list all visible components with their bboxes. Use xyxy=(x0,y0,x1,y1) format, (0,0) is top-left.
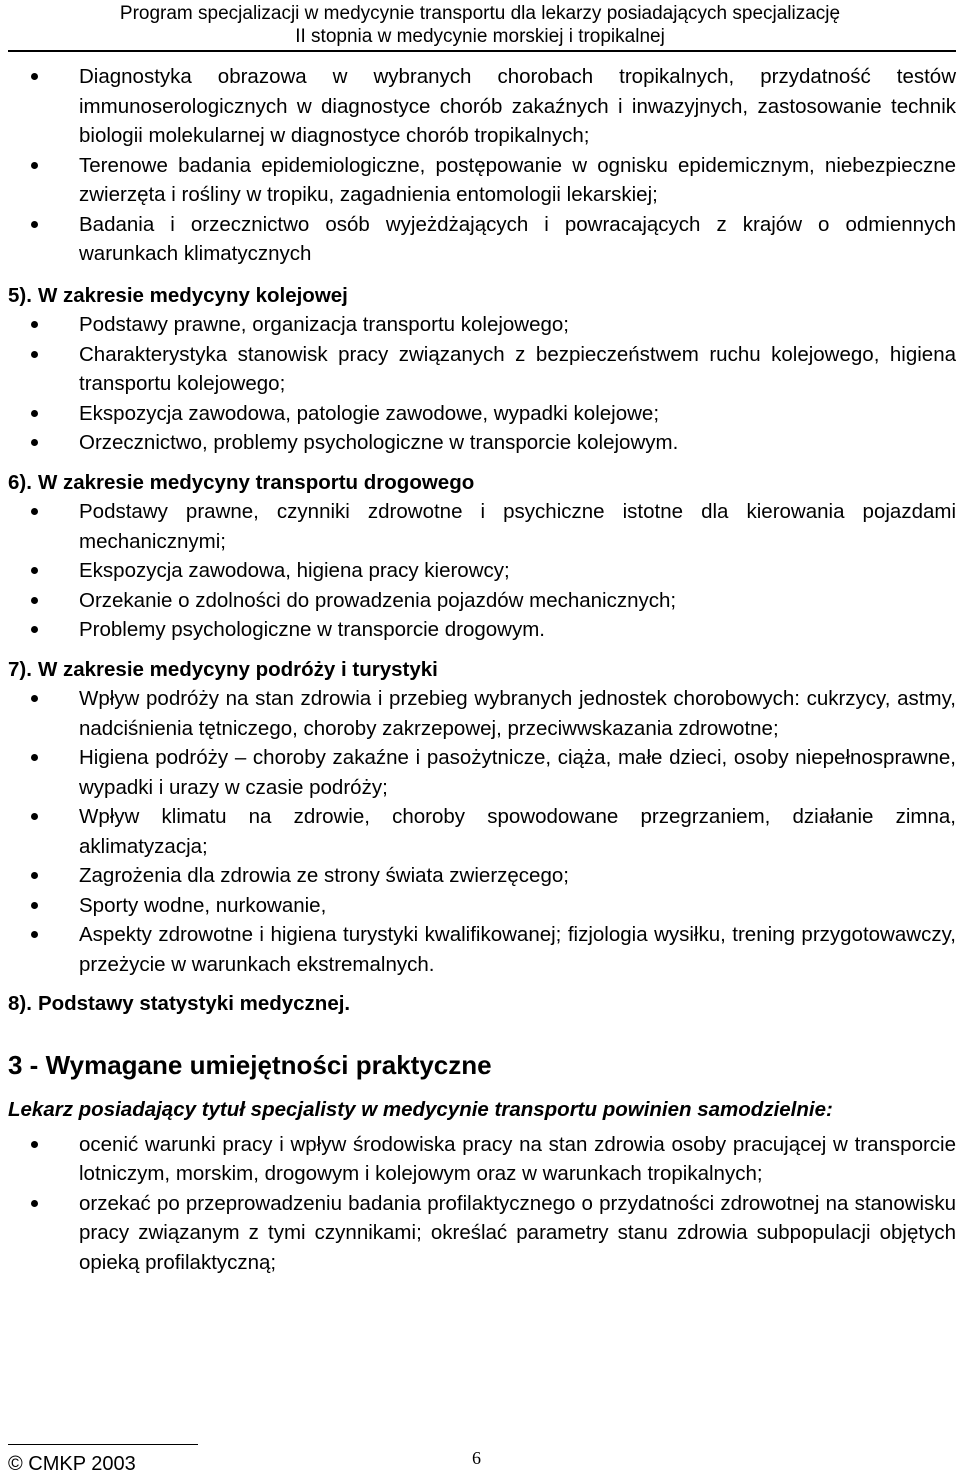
header-line-2: II stopnia w medycynie morskiej i tropikalnej xyxy=(295,26,665,47)
chapter-heading: 3 - Wymagane umiejętności praktyczne xyxy=(8,1049,492,1080)
list-item: ocenić warunki pracy i wpływ środowiska pracy na stan zdrowia osoby pracującej w transporcie lotniczym, morskim, drogowym i kolejowym oraz w warunkach tropikalnych; xyxy=(8,1130,956,1189)
list-item: Wpływ klimatu na zdrowie, choroby spowodowane przegrzaniem, działanie zimna, aklimatyzacja; xyxy=(8,802,956,861)
document-body xyxy=(8,62,956,1277)
list-item: Podstawy prawne, organizacja transportu kolejowego; xyxy=(8,310,956,340)
section-title: W zakresie medycyny transportu drogowego xyxy=(37,470,475,494)
section-title: W zakresie medycyny kolejowej xyxy=(37,283,348,307)
list-item: Sporty wodne, nurkowanie, xyxy=(8,891,956,921)
footer-divider xyxy=(8,1444,198,1445)
list-item: Ekspozycja zawodowa, higiena pracy kierowcy; xyxy=(8,556,956,586)
section-number: 8). xyxy=(8,992,32,1015)
section-title: Podstawy statystyki medycznej. xyxy=(37,992,351,1015)
list-item: Badania i orzecznictwo osób wyjeżdżających i powracających z krajów o odmiennych warunkach klimatycznych xyxy=(8,210,956,269)
chapter-subtitle: Lekarz posiadający tytuł specjalisty w medycynie transportu powinien samodzielnie: xyxy=(8,1097,833,1121)
section-number: 6). xyxy=(8,470,32,494)
list-item: Problemy psychologiczne w transporcie drogowym. xyxy=(8,615,956,645)
list-item: Orzecznictwo, problemy psychologiczne w transporcie kolejowym. xyxy=(8,428,956,458)
section-6-list xyxy=(8,497,956,645)
page-footer xyxy=(0,1442,960,1476)
list-item: orzekać po przeprowadzeniu badania profilaktycznego o przydatności zdrowotnej na stanowisku pracy związanym z tymi czynnikami; określać parametry stanu zdrowia subpopulacji objętych opieką profilaktyczną; xyxy=(8,1189,956,1278)
page-header xyxy=(0,0,960,48)
section-number: 5). xyxy=(8,283,32,307)
list-item: Wpływ podróży na stan zdrowia i przebieg wybranych jednostek chorobowych: cukrzycy, astmy, nadciśnienia tętniczego, choroby zakrzepowej, przeciwwskazania zdrowotne; xyxy=(8,684,956,743)
section-heading-8 xyxy=(8,985,956,1019)
skills-list xyxy=(8,1130,956,1278)
list-item: Orzekanie o zdolności do prowadzenia pojazdów mechanicznych; xyxy=(8,586,956,616)
section-number: 7). xyxy=(8,657,32,681)
header-divider xyxy=(8,50,956,52)
section-7-list xyxy=(8,684,956,979)
list-item: Ekspozycja zawodowa, patologie zawodowe, wypadki kolejowe; xyxy=(8,399,956,429)
list-item: Higiena podróży – choroby zakaźne i pasożytnicze, ciąża, małe dzieci, osoby niepełnosprawne, wypadki i urazy w czasie podróży; xyxy=(8,743,956,802)
header-line-1: Program specjalizacji w medycynie transportu dla lekarzy posiadających specjalizację xyxy=(119,3,841,24)
list-item: Terenowe badania epidemiologiczne, postępowanie w ognisku epidemicznym, niebezpieczne zwierzęta i rośliny w tropiku, zagadnienia entomologii lekarskiej; xyxy=(8,151,956,210)
section-heading-6 xyxy=(8,464,956,498)
footer-copyright: © CMKP 2003 xyxy=(8,1453,136,1475)
intro-list xyxy=(8,62,956,269)
list-item: Charakterystyka stanowisk pracy związanych z bezpieczeństwem ruchu kolejowego, higiena transportu kolejowego; xyxy=(8,340,956,399)
list-item: Podstawy prawne, czynniki zdrowotne i psychiczne istotne dla kierowania pojazdami mechanicznymi; xyxy=(8,497,956,556)
section-5-list xyxy=(8,310,956,458)
section-heading-5 xyxy=(8,277,956,311)
list-item: Diagnostyka obrazowa w wybranych chorobach tropikalnych, przydatność testów immunoserologicznych w diagnostyce chorób zakaźnych i inwazyjnych, zastosowanie technik biologii molekularnej w diagnostyce chorób tropikalnych; xyxy=(8,62,956,151)
page-number: 6 xyxy=(472,1448,481,1468)
list-item: Aspekty zdrowotne i higiena turystyki kwalifikowanej; fizjologia wysiłku, trening przygotowawczy, przeżycie w warunkach ekstremalnych. xyxy=(8,920,956,979)
list-item: Zagrożenia dla zdrowia ze strony świata zwierzęcego; xyxy=(8,861,956,891)
section-heading-7 xyxy=(8,651,956,685)
section-title: W zakresie medycyny podróży i turystyki xyxy=(37,657,438,681)
